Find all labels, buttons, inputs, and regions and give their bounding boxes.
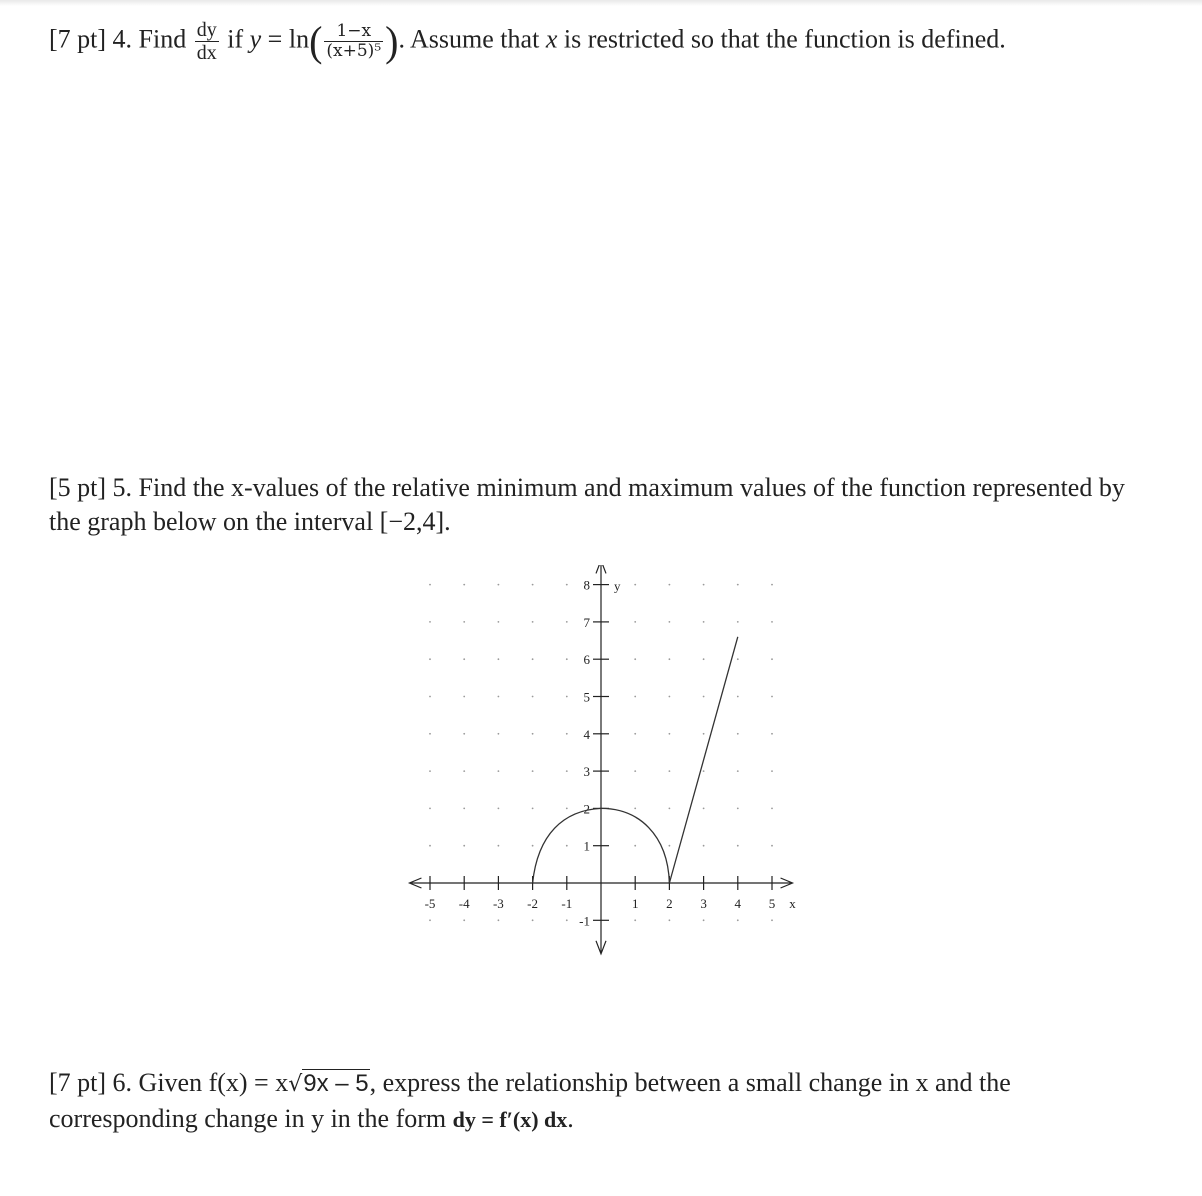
grid-dot: [463, 808, 465, 810]
grid-dot: [566, 696, 568, 698]
grid-dot: [669, 733, 671, 735]
grid-dot: [703, 919, 705, 921]
problem-6: [49, 1066, 1149, 1137]
grid-dot: [703, 696, 705, 698]
x-variable: x: [545, 24, 558, 54]
grid-dot: [498, 808, 500, 810]
x-tick-label: -4: [458, 896, 470, 911]
x-tick-label: 3: [700, 896, 707, 911]
problem-6-end: .: [567, 1104, 574, 1133]
dydx-numerator: dy: [196, 19, 217, 41]
grid-dot: [634, 919, 636, 921]
grid-dot: [669, 845, 671, 847]
grid-dot: [737, 808, 739, 810]
grid-dot: [429, 919, 431, 921]
grid-dot: [634, 658, 636, 660]
y-axis-label: y: [614, 578, 621, 594]
grid-dot: [429, 696, 431, 698]
x-tick-label: -1: [561, 896, 573, 911]
grid-dot: [771, 733, 773, 735]
grid-dot: [771, 770, 773, 772]
tick-labels: [425, 578, 797, 929]
differential-form: dy = f′(x) dx: [452, 1107, 568, 1132]
x-tick-label: 5: [768, 896, 776, 911]
y-variable: y: [249, 24, 262, 54]
grid-dot: [566, 621, 568, 623]
grid-dot: [703, 845, 705, 847]
grid-dot: [429, 808, 431, 810]
grid-dot: [532, 770, 534, 772]
grid-dot: [532, 658, 534, 660]
equals-sign: =: [267, 24, 283, 54]
problem-4: [49, 17, 1169, 65]
grid-dot: [463, 845, 465, 847]
grid-dot: [463, 658, 465, 660]
y-tick-label: 6: [583, 652, 590, 668]
x-tick-label: 4: [734, 896, 742, 911]
grid-dot: [703, 584, 705, 586]
grid-dot: [669, 584, 671, 586]
if-word: if: [227, 24, 244, 54]
grid-dot: [771, 584, 773, 586]
grid-dot: [463, 584, 465, 586]
grid-dot: [498, 658, 500, 660]
log-denominator: (x+5)⁵: [326, 41, 382, 61]
grid-dot: [429, 621, 431, 623]
x-axis-label: x: [789, 896, 796, 911]
grid-dot: [463, 696, 465, 698]
grid-dot: [737, 621, 739, 623]
grid-dot: [634, 808, 636, 810]
grid-dot: [634, 733, 636, 735]
problem-4-suffix-b: is restricted so that the function is defined.: [563, 24, 1006, 54]
grid-dot: [703, 770, 705, 772]
grid-dot: [498, 696, 500, 698]
grid-dot: [669, 919, 671, 921]
grid-dot: [498, 584, 500, 586]
grid-dot: [498, 919, 500, 921]
log-argument-fraction: [324, 23, 383, 60]
dydx-denominator: dx: [196, 42, 217, 64]
problem-4-suffix-a: . Assume that: [398, 24, 540, 54]
ln-function: ln: [288, 24, 310, 54]
grid-dot: [771, 808, 773, 810]
grid-dot: [463, 621, 465, 623]
grid-dot: [463, 919, 465, 921]
grid-dot: [429, 584, 431, 586]
problem-5: [49, 471, 1149, 539]
x-tick-label: -5: [424, 896, 436, 911]
x-tick-label: 1: [631, 896, 639, 911]
grid-dot: [669, 696, 671, 698]
grid-dot: [566, 919, 568, 921]
grid-dot: [566, 770, 568, 772]
grid-dot: [771, 658, 773, 660]
grid-dot: [703, 808, 705, 810]
dydx-fraction: [195, 20, 219, 63]
grid-dot: [532, 733, 534, 735]
grid-dot: [737, 845, 739, 847]
grid-dot: [669, 770, 671, 772]
grid-dot: [737, 658, 739, 660]
grid-dot: [634, 621, 636, 623]
grid-dot: [634, 845, 636, 847]
x-tick-label: -2: [527, 896, 539, 911]
problem-6-middle: , express the relationship between a small change in x and the corresponding change in y in the form: [49, 1068, 1011, 1133]
grid-dot: [498, 845, 500, 847]
grid-dot: [429, 770, 431, 772]
x-tick-label: -3: [492, 896, 504, 911]
grid-dot: [634, 770, 636, 772]
grid-dot: [463, 733, 465, 735]
grid-dot: [566, 845, 568, 847]
grid-dot: [737, 919, 739, 921]
grid-dot: [532, 584, 534, 586]
y-tick-label: 4: [583, 726, 590, 742]
grid-dot: [566, 584, 568, 586]
grid-dot: [703, 621, 705, 623]
grid-dot: [669, 658, 671, 660]
right-paren: ): [385, 17, 399, 65]
y-tick-label: -1: [579, 913, 590, 929]
left-paren: (: [309, 17, 323, 65]
y-tick-label: 8: [583, 577, 590, 593]
grid-dot: [566, 808, 568, 810]
grid-dot: [532, 845, 534, 847]
grid-dot: [429, 733, 431, 735]
grid-dot: [429, 658, 431, 660]
grid-dot: [737, 770, 739, 772]
y-tick-label: 5: [583, 689, 590, 705]
function-graph: [395, 565, 815, 975]
problem-6-prefix: [7 pt] 6. Given f(x) = x: [49, 1068, 289, 1097]
grid-dot: [498, 733, 500, 735]
grid-dot: [498, 621, 500, 623]
log-numerator: 1−x: [324, 23, 383, 42]
y-tick-label: 3: [583, 764, 590, 780]
grid-dot: [566, 733, 568, 735]
grid-dot: [532, 696, 534, 698]
grid-dot: [463, 770, 465, 772]
grid-dot: [771, 696, 773, 698]
y-tick-label: 2: [583, 801, 590, 817]
problem-4-prefix: [7 pt] 4. Find: [49, 24, 187, 54]
grid-dot: [532, 808, 534, 810]
radicand: 9x – 5: [303, 1070, 369, 1097]
grid-dot: [737, 696, 739, 698]
top-edge-shadow: [0, 0, 1202, 6]
grid-dot: [498, 770, 500, 772]
grid-dot: [703, 658, 705, 660]
grid-dot: [566, 658, 568, 660]
grid-dot: [771, 919, 773, 921]
grid-dot: [634, 696, 636, 698]
grid-dot: [634, 584, 636, 586]
x-tick-label: 2: [666, 896, 673, 911]
grid-dot: [669, 621, 671, 623]
y-tick-label: 1: [583, 838, 590, 854]
grid-dot: [532, 621, 534, 623]
y-tick-label: 7: [583, 614, 590, 630]
grid-dot: [771, 845, 773, 847]
sqrt-expression: [288, 1066, 369, 1102]
grid-dot: [532, 919, 534, 921]
grid-dot: [429, 845, 431, 847]
sqrt-icon: √: [288, 1072, 303, 1097]
grid-dot: [703, 733, 705, 735]
grid-dot: [771, 621, 773, 623]
grid-dot: [737, 584, 739, 586]
grid-dot: [737, 733, 739, 735]
problem-5-text: [5 pt] 5. Find the x-values of the relative minimum and maximum values of the function represented by the graph below on the interval [−2,4].: [49, 473, 1125, 536]
grid-dot: [669, 808, 671, 810]
